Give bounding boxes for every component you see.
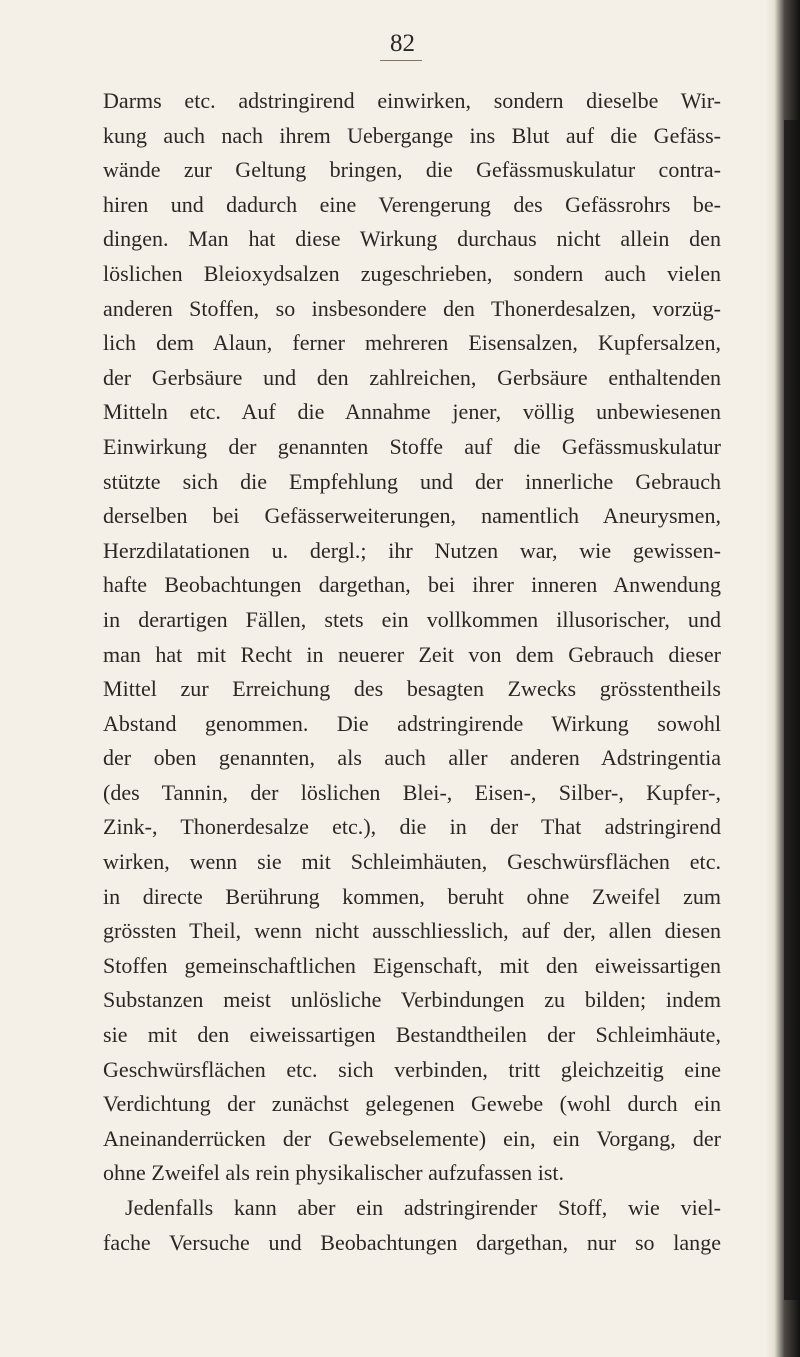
text-line: Mitteln etc. Auf die Annahme jener, völlig unbewiesenen: [103, 399, 721, 425]
text-line: ohne Zweifel als rein physikalischer aufzufassen ist.: [103, 1160, 565, 1186]
text-line: löslichen Bleioxydsalzen zugeschrieben, sondern auch vielen: [103, 260, 721, 286]
text-line: Aneinanderrücken der Gewebselemente) ein, ein Vorgang, der: [103, 1125, 721, 1151]
text-line: anderen Stoffen, so insbesondere den Thonerdesalzen, vorzüg-: [103, 295, 721, 321]
text-line: stützte sich die Empfehlung und der innerliche Gebrauch: [103, 468, 721, 494]
text-line: wände zur Geltung bringen, die Gefässmuskulatur contra-: [103, 157, 721, 183]
page-number-underline: [380, 60, 422, 61]
body-text: [103, 84, 721, 1260]
text-line: man hat mit Recht in neuerer Zeit von dem Gebrauch dieser: [103, 641, 721, 667]
text-line: Abstand genommen. Die adstringirende Wirkung sowohl: [103, 710, 721, 736]
text-line: Geschwürsflächen etc. sich verbinden, tritt gleichzeitig eine: [103, 1056, 721, 1082]
text-line: derselben bei Gefässerweiterungen, namentlich Aneurysmen,: [103, 503, 721, 529]
text-line: der oben genannten, als auch aller anderen Adstringentia: [103, 745, 721, 771]
text-line: hiren und dadurch eine Verengerung des Gefässrohrs be-: [103, 191, 721, 217]
text-line: in derartigen Fällen, stets ein vollkommen illusorischer, und: [103, 606, 721, 632]
text-line: Mittel zur Erreichung des besagten Zwecks grösstentheils: [103, 676, 721, 702]
text-line: Substanzen meist unlösliche Verbindungen zu bilden; indem: [103, 987, 721, 1013]
text-line: grössten Theil, wenn nicht ausschliesslich, auf der, allen diesen: [103, 918, 721, 944]
text-line: der Gerbsäure und den zahlreichen, Gerbsäure enthaltenden: [103, 364, 721, 390]
text-line: hafte Beobachtungen dargethan, bei ihrer inneren Anwendung: [103, 572, 721, 598]
text-line: fache Versuche und Beobachtungen dargethan, nur so lange: [103, 1229, 721, 1255]
text-line: in directe Berührung kommen, beruht ohne Zweifel zum: [103, 883, 721, 909]
text-line: Zink-, Thonerdesalze etc.), die in der That adstringirend: [103, 814, 721, 840]
text-line: (des Tannin, der löslichen Blei-, Eisen-, Silber-, Kupfer-,: [103, 779, 721, 805]
page-edge-dark-strip: [784, 120, 800, 1300]
text-line: kung auch nach ihrem Uebergange ins Blut auf die Gefäss-: [103, 122, 721, 148]
text-line: Herzdilatationen u. dergl.; ihr Nutzen war, wie gewissen-: [103, 537, 721, 563]
text-line: Jedenfalls kann aber ein adstringirender Stoff, wie viel-: [125, 1195, 721, 1220]
page-number: 82: [390, 30, 415, 57]
text-line: Stoffen gemeinschaftlichen Eigenschaft, mit den eiweissartigen: [103, 952, 721, 978]
text-line: wirken, wenn sie mit Schleimhäuten, Geschwürsflächen etc.: [103, 849, 721, 875]
text-line: sie mit den eiweissartigen Bestandtheilen der Schleimhäute,: [103, 1022, 721, 1048]
text-line: Einwirkung der genannten Stoffe auf die Gefässmuskulatur: [103, 433, 721, 459]
text-line: dingen. Man hat diese Wirkung durchaus nicht allein den: [103, 226, 721, 252]
text-line: Darms etc. adstringirend einwirken, sondern dieselbe Wir-: [103, 88, 721, 113]
text-line: Verdichtung der zunächst gelegenen Gewebe (wohl durch ein: [103, 1091, 721, 1117]
text-line: lich dem Alaun, ferner mehreren Eisensalzen, Kupfersalzen,: [103, 330, 721, 356]
